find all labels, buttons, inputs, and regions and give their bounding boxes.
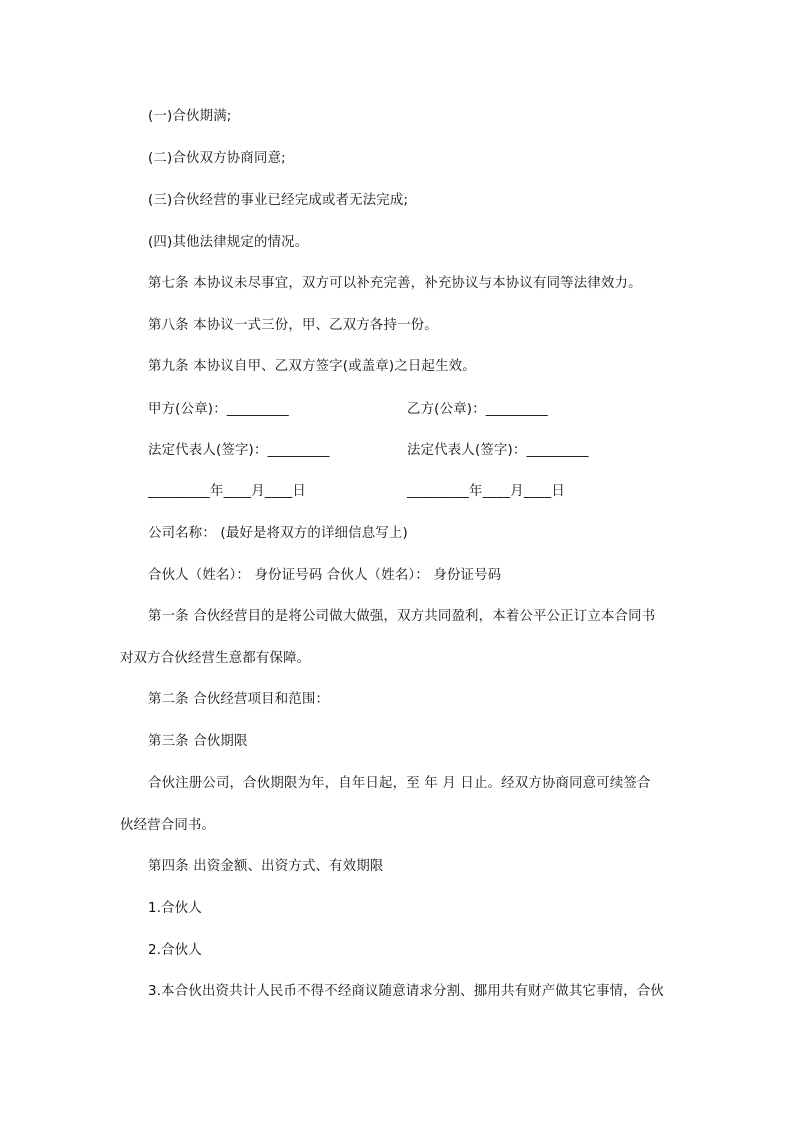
- party-b-representative: 法定代表人(签字)：_________: [407, 443, 589, 458]
- article-1-line-2: 对双方合伙经营生意都有保障。: [120, 651, 311, 666]
- party-a-seal: 甲方(公章)：_________: [148, 402, 289, 417]
- capital-item-3: 3.本合伙出资共计人民币不得不经商议随意请求分割、挪用共有财产做其它事情，合伙: [148, 984, 665, 999]
- article-1-line-1: 第一条 合伙经营目的是将公司做大做强，双方共同盈利，本着公平公正订立本合同书: [148, 609, 656, 624]
- article-3: 第三条 合伙期限: [148, 734, 248, 749]
- partnership-term-line-2: 伙经营合同书。: [120, 818, 216, 833]
- partner-id-line: 合伙人（姓名）： 身份证号码 合伙人（姓名）： 身份证号码: [148, 568, 502, 583]
- article-9: 第九条 本协议自甲、乙双方签字(或盖章)之日起生效。: [148, 359, 476, 374]
- company-name-line: 公司名称： (最好是将双方的详细信息写上): [148, 526, 408, 541]
- party-a-date: _________年____月____日: [148, 484, 306, 499]
- clause-item-4: (四)其他法律规定的情况。: [148, 235, 309, 250]
- partner-item-2: 2.合伙人: [148, 943, 202, 958]
- party-b-seal: 乙方(公章)：_________: [407, 402, 548, 417]
- clause-item-1: (一)合伙期满;: [148, 109, 232, 124]
- clause-item-3: (三)合伙经营的事业已经完成或者无法完成;: [148, 193, 409, 208]
- article-4: 第四条 出资金额、出资方式、有效期限: [148, 859, 384, 874]
- article-7: 第七条 本协议未尽事宜，双方可以补充完善，补充协议与本协议有同等法律效力。: [148, 276, 642, 291]
- partner-item-1: 1.合伙人: [148, 901, 202, 916]
- article-2: 第二条 合伙经营项目和范围：: [148, 692, 330, 707]
- article-8: 第八条 本协议一式三份，甲、乙双方各持一份。: [148, 318, 438, 333]
- party-a-representative: 法定代表人(签字)：_________: [148, 443, 330, 458]
- partnership-term-line-1: 合伙注册公司，合伙期限为年，自年日起，至 年 月 日止。经双方协商同意可续签合: [148, 776, 651, 791]
- clause-item-2: (二)合伙双方协商同意;: [148, 151, 286, 166]
- party-b-date: _________年____月____日: [407, 484, 565, 499]
